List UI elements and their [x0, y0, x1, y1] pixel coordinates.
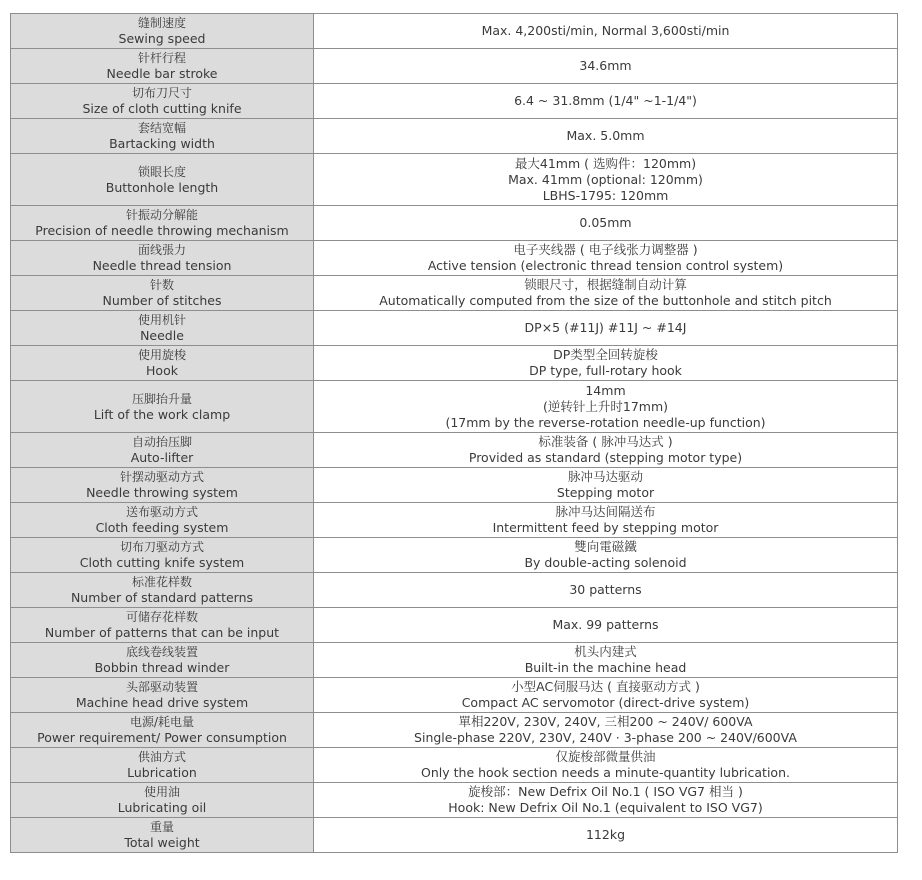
spec-label-cell [11, 608, 314, 643]
spec-value-cell [314, 276, 898, 311]
spec-value-line: Max. 5.0mm [566, 128, 645, 143]
spec-value-cell [314, 311, 898, 346]
spec-row [11, 84, 898, 119]
spec-label-cell [11, 643, 314, 678]
spec-label-zh: 底线卷线装置 [125, 645, 198, 659]
spec-row [11, 381, 898, 433]
spec-label-en: Needle bar stroke [106, 66, 218, 81]
spec-value-line: DP类型全回转旋梭 [553, 347, 658, 362]
spec-row [11, 241, 898, 276]
spec-label-en: Lubricating oil [117, 800, 207, 815]
spec-label-cell [11, 573, 314, 608]
spec-row [11, 311, 898, 346]
spec-label-zh: 供油方式 [137, 750, 186, 764]
spec-value-cell [314, 381, 898, 433]
spec-label-zh: 电源/耗电量 [129, 715, 195, 729]
spec-value-line: Automatically computed from the size of the buttonhole and stitch pitch [379, 293, 832, 308]
spec-label-cell [11, 818, 314, 853]
spec-label-en: Cloth cutting knife system [79, 555, 245, 570]
spec-row [11, 276, 898, 311]
spec-value-line: 112kg [585, 827, 626, 842]
spec-value-line: 机头内建式 [574, 644, 637, 659]
spec-label-en: Number of stitches [102, 293, 222, 308]
spec-value-line: Single-phase 220V, 230V, 240V · 3-phase 200 ~ 240V/600VA [414, 730, 797, 745]
spec-label-en: Number of patterns that can be input [44, 625, 280, 640]
spec-value-cell [314, 49, 898, 84]
spec-value-line: Max. 4,200sti/min, Normal 3,600sti/min [481, 23, 730, 38]
spec-value-line: Max. 99 patterns [552, 617, 659, 632]
spec-label-en: Lubrication [127, 765, 197, 780]
spec-label-cell [11, 468, 314, 503]
spec-value-cell [314, 468, 898, 503]
spec-value-cell [314, 818, 898, 853]
spec-value-line: (17mm by the reverse-rotation needle-up function) [445, 414, 766, 430]
spec-value-line: DP×5 (#11J) #11J ~ #14J [524, 320, 687, 335]
spec-value-line: 最大41mm ( 选购件：120mm) [514, 155, 697, 171]
spec-label-zh: 送布驱动方式 [125, 505, 198, 519]
spec-value-line: 标准装备 ( 脉冲马达式 ) [538, 434, 673, 449]
spec-label-cell [11, 276, 314, 311]
spec-label-cell [11, 503, 314, 538]
spec-row [11, 643, 898, 678]
spec-label-en: Sewing speed [118, 31, 206, 46]
spec-value-line: Built-in the machine head [524, 660, 687, 675]
spec-label-cell [11, 381, 314, 433]
spec-label-cell [11, 538, 314, 573]
spec-label-en: Size of cloth cutting knife [82, 101, 242, 116]
spec-label-en: Bobbin thread winder [94, 660, 230, 675]
spec-label-cell [11, 206, 314, 241]
spec-value-cell [314, 14, 898, 49]
spec-value-line: (逆转针上升时17mm) [542, 398, 668, 414]
spec-label-zh: 缝制速度 [137, 16, 186, 30]
spec-value-line: Intermittent feed by stepping motor [492, 520, 719, 535]
spec-value-line: LBHS-1795: 120mm [542, 187, 669, 203]
spec-table [10, 13, 898, 853]
spec-value-line: By double-acting solenoid [524, 555, 687, 570]
spec-value-cell [314, 678, 898, 713]
spec-value-line: 锁眼尺寸，根据缝制自动计算 [524, 277, 687, 292]
spec-label-cell [11, 678, 314, 713]
spec-label-cell [11, 311, 314, 346]
spec-label-en: Hook [146, 363, 178, 378]
spec-label-cell [11, 433, 314, 468]
spec-label-en: Total weight [124, 835, 200, 850]
spec-value-line: 脉冲马达间隔送布 [555, 504, 656, 519]
spec-value-line: 單相220V, 230V, 240V, 三相200 ~ 240V/ 600VA [458, 714, 753, 729]
spec-label-cell [11, 119, 314, 154]
spec-row [11, 433, 898, 468]
spec-value-line: Active tension (electronic thread tension control system) [427, 258, 784, 273]
spec-value-cell [314, 433, 898, 468]
spec-label-cell [11, 14, 314, 49]
spec-value-line: 脉冲马达驱动 [567, 469, 643, 484]
spec-value-cell [314, 748, 898, 783]
spec-value-line: Max. 41mm (optional: 120mm) [508, 171, 703, 187]
spec-value-line: 小型AC伺服马达 ( 直接驱动方式 ) [511, 679, 700, 694]
spec-table-body [11, 14, 898, 853]
spec-label-cell [11, 713, 314, 748]
spec-value-line: Only the hook section needs a minute-quantity lubrication. [421, 765, 790, 780]
spec-row [11, 573, 898, 608]
spec-label-en: Machine head drive system [75, 695, 249, 710]
spec-label-cell [11, 748, 314, 783]
spec-label-en: Number of standard patterns [70, 590, 254, 605]
spec-row [11, 818, 898, 853]
spec-label-zh: 面线張力 [137, 243, 186, 257]
spec-label-zh: 针摆动驱动方式 [119, 470, 204, 484]
spec-row [11, 503, 898, 538]
spec-row [11, 713, 898, 748]
spec-value-cell [314, 119, 898, 154]
spec-value-line: Provided as standard (stepping motor type) [468, 450, 743, 465]
spec-label-en: Lift of the work clamp [93, 406, 231, 422]
spec-label-zh: 重量 [149, 820, 174, 834]
spec-value-cell [314, 206, 898, 241]
spec-value-line: 电子夹线器 ( 电子线张力调整器 ) [513, 242, 698, 257]
spec-value-line: Hook: New Defrix Oil No.1 (equivalent to ISO VG7) [448, 800, 763, 815]
spec-label-zh: 自动抬压脚 [131, 435, 192, 449]
spec-label-en: Power requirement/ Power consumption [37, 730, 287, 745]
spec-label-zh: 切布刀尺寸 [131, 86, 192, 100]
spec-label-en: Buttonhole length [105, 179, 219, 195]
spec-value-line: 0.05mm [579, 215, 632, 230]
spec-label-cell [11, 783, 314, 818]
spec-label-en: Auto-lifter [130, 450, 194, 465]
spec-label-zh: 针振动分解能 [125, 208, 198, 222]
spec-value-line: 仅旋梭部微量供油 [555, 749, 656, 764]
spec-row [11, 608, 898, 643]
spec-row [11, 119, 898, 154]
spec-row [11, 206, 898, 241]
spec-row [11, 14, 898, 49]
spec-row [11, 154, 898, 206]
spec-row [11, 468, 898, 503]
spec-label-en: Cloth feeding system [95, 520, 229, 535]
spec-row [11, 49, 898, 84]
spec-label-zh: 标准花样数 [131, 575, 192, 589]
spec-label-zh: 头部驱动装置 [125, 680, 198, 694]
spec-label-zh: 使用机针 [137, 313, 186, 327]
spec-value-line: 旋梭部：New Defrix Oil No.1 ( ISO VG7 相当 ) [468, 784, 743, 799]
spec-label-zh: 针数 [149, 278, 174, 292]
spec-value-cell [314, 608, 898, 643]
spec-label-cell [11, 154, 314, 206]
spec-label-cell [11, 49, 314, 84]
spec-value-cell [314, 241, 898, 276]
spec-label-zh: 可储存花样数 [125, 610, 198, 624]
spec-value-cell [314, 503, 898, 538]
spec-label-cell [11, 241, 314, 276]
spec-row [11, 538, 898, 573]
spec-value-cell [314, 713, 898, 748]
spec-row [11, 748, 898, 783]
spec-row [11, 678, 898, 713]
spec-value-line: Stepping motor [556, 485, 655, 500]
spec-label-zh: 锁眼长度 [137, 164, 186, 179]
spec-label-cell [11, 346, 314, 381]
spec-label-en: Bartacking width [109, 136, 215, 151]
spec-label-en: Precision of needle throwing mechanism [35, 223, 289, 238]
spec-label-en: Needle thread tension [92, 258, 232, 273]
spec-value-line: 6.4 ~ 31.8mm (1/4" ~1-1/4") [514, 93, 697, 108]
spec-label-zh: 切布刀驱动方式 [119, 540, 204, 554]
spec-label-cell [11, 84, 314, 119]
spec-row [11, 783, 898, 818]
spec-label-zh: 套结宽幅 [137, 121, 186, 135]
spec-value-cell [314, 538, 898, 573]
spec-row [11, 346, 898, 381]
spec-value-line: Compact AC servomotor (direct-drive system) [461, 695, 750, 710]
spec-label-en: Needle throwing system [86, 485, 238, 500]
spec-value-cell [314, 573, 898, 608]
spec-value-cell [314, 783, 898, 818]
spec-value-cell [314, 84, 898, 119]
spec-value-line: 34.6mm [579, 58, 632, 73]
spec-label-zh: 针杆行程 [137, 51, 186, 65]
spec-value-cell [314, 643, 898, 678]
spec-value-line: 30 patterns [569, 582, 642, 597]
spec-value-line: 雙向電磁鐵 [574, 539, 637, 554]
spec-label-zh: 压脚抬升量 [131, 391, 192, 406]
spec-value-cell [314, 154, 898, 206]
spec-value-cell [314, 346, 898, 381]
spec-label-en: Needle [140, 328, 184, 343]
spec-value-line: DP type, full-rotary hook [529, 363, 682, 378]
spec-value-line: 14mm [585, 382, 626, 398]
spec-label-zh: 使用油 [143, 785, 180, 799]
spec-label-zh: 使用旋梭 [137, 348, 186, 362]
